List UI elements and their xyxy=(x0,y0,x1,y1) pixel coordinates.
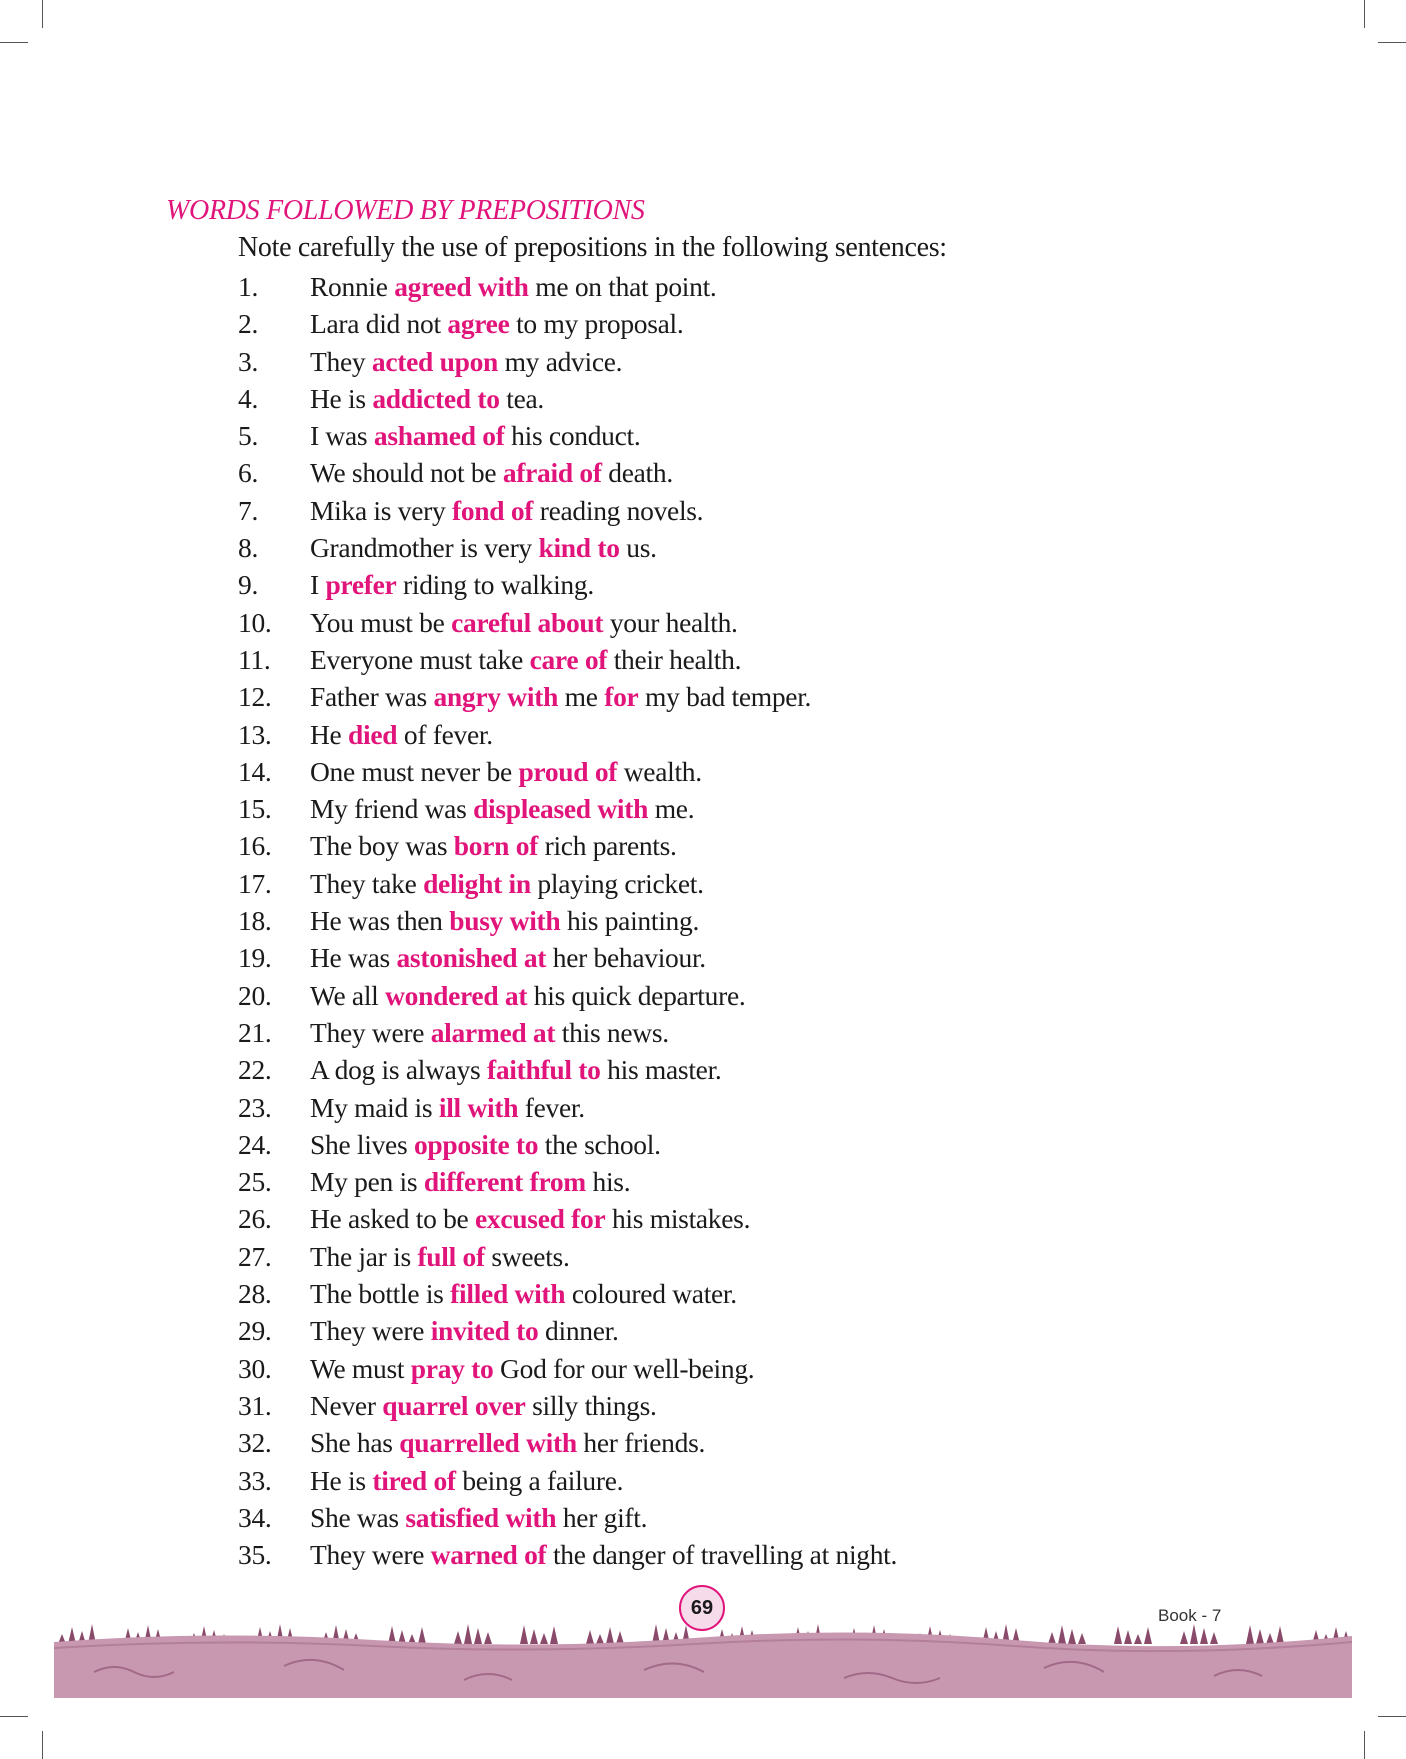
item-sentence xyxy=(310,1462,623,1499)
tree-shape xyxy=(454,1631,462,1644)
sentence-text: My friend was xyxy=(310,793,474,825)
sentence-text: her behaviour. xyxy=(546,942,706,974)
item-sentence xyxy=(310,529,657,566)
item-number: 33. xyxy=(238,1464,272,1496)
sentence-text: The bottle is xyxy=(310,1278,451,1310)
item-sentence xyxy=(310,865,704,902)
tree-shape xyxy=(1246,1625,1254,1644)
item-number: 23. xyxy=(238,1091,272,1123)
tree-shape xyxy=(1256,1629,1264,1644)
item-sentence xyxy=(310,939,706,976)
list-item xyxy=(238,566,1338,603)
crop-mark xyxy=(0,1716,28,1717)
tree-shape xyxy=(606,1627,614,1644)
preposition-phrase: prefer xyxy=(325,569,397,601)
sentence-text: me on that point. xyxy=(528,271,717,302)
item-number: 15. xyxy=(238,793,272,825)
preposition-phrase: born of xyxy=(453,830,539,862)
item-sentence xyxy=(310,492,703,529)
item-number: 20. xyxy=(238,979,272,1011)
sentence-text: fever. xyxy=(518,1091,585,1123)
sentence-text: Never xyxy=(310,1389,383,1421)
tree-shape xyxy=(1180,1631,1188,1644)
sentence-text: We must xyxy=(310,1352,411,1384)
preposition-phrase: fond of xyxy=(451,494,534,526)
preposition-phrase: warned of xyxy=(430,1539,547,1571)
item-number: 6. xyxy=(238,457,259,489)
sentence-text: She has xyxy=(310,1427,400,1459)
tree-shape xyxy=(1276,1626,1284,1644)
item-sentence xyxy=(310,1126,661,1163)
list-item xyxy=(238,1051,1338,1088)
preposition-phrase: ashamed of xyxy=(373,420,505,452)
item-sentence xyxy=(310,305,683,342)
crop-mark xyxy=(42,1731,43,1759)
item-number: 26. xyxy=(238,1203,272,1235)
item-sentence xyxy=(310,1275,737,1312)
preposition-phrase: afraid of xyxy=(502,457,602,489)
item-sentence xyxy=(310,977,745,1014)
sentence-text: Ronnie xyxy=(310,271,395,302)
sentence-text: their health. xyxy=(607,643,742,675)
item-sentence xyxy=(310,454,673,491)
tree-shape xyxy=(520,1625,528,1644)
item-sentence xyxy=(310,1312,619,1349)
sentence-text: They xyxy=(310,345,372,377)
item-sentence xyxy=(310,641,741,678)
item-sentence xyxy=(310,1089,585,1126)
list-item xyxy=(238,1089,1338,1126)
preposition-phrase: different from xyxy=(423,1166,586,1198)
sentence-text: I was xyxy=(310,420,374,452)
book-label: Book - 7 xyxy=(1158,1606,1222,1625)
sentence-text: wealth. xyxy=(617,755,702,787)
sentence-text: The jar is xyxy=(310,1240,418,1272)
tree-shape xyxy=(1114,1626,1122,1644)
sentence-text: his master. xyxy=(600,1054,722,1086)
item-number: 13. xyxy=(238,718,272,750)
item-number: 22. xyxy=(238,1054,272,1086)
item-sentence xyxy=(310,716,493,753)
sentence-text: reading novels. xyxy=(533,494,704,526)
preposition-phrase: angry with xyxy=(433,681,559,713)
item-number: 19. xyxy=(238,942,272,974)
item-number: 2. xyxy=(238,308,259,340)
list-item xyxy=(238,380,1338,417)
preposition-phrase: care of xyxy=(529,643,608,675)
preposition-phrase: quarrelled with xyxy=(399,1427,577,1459)
item-sentence xyxy=(310,1499,647,1536)
tree-shape xyxy=(1124,1630,1132,1644)
sentence-text: We all xyxy=(310,979,386,1011)
sentence-text: coloured water. xyxy=(565,1278,737,1310)
sentence-list xyxy=(238,268,1338,1573)
sentence-text: They were xyxy=(310,1016,431,1048)
item-sentence xyxy=(310,753,702,790)
item-number: 14. xyxy=(238,755,272,787)
sentence-text: My pen is xyxy=(310,1166,424,1198)
sentence-text: dinner. xyxy=(538,1315,619,1347)
sentence-text: his. xyxy=(585,1166,631,1198)
preposition-phrase: died xyxy=(348,718,398,750)
tree-shape xyxy=(1134,1634,1142,1644)
preposition-phrase: satisfied with xyxy=(405,1501,557,1533)
preposition-phrase: proud of xyxy=(518,755,618,787)
list-item xyxy=(238,865,1338,902)
item-sentence xyxy=(310,1163,630,1200)
sentence-text: Everyone must take xyxy=(310,643,530,675)
item-number: 18. xyxy=(238,905,272,937)
preposition-phrase: acted upon xyxy=(371,345,499,377)
sentence-text: my bad temper. xyxy=(638,681,812,713)
sentence-text: tea. xyxy=(499,382,544,414)
item-sentence xyxy=(310,343,622,380)
list-item xyxy=(238,1275,1338,1312)
item-sentence xyxy=(310,1350,754,1387)
list-item xyxy=(238,1462,1338,1499)
preposition-phrase: invited to xyxy=(430,1315,539,1347)
sentence-text: silly things. xyxy=(525,1389,657,1421)
crop-mark xyxy=(0,42,28,43)
item-sentence xyxy=(310,1536,897,1573)
sentence-text: You must be xyxy=(310,606,452,638)
list-item xyxy=(238,1238,1338,1275)
item-number: 16. xyxy=(238,830,272,862)
item-sentence xyxy=(310,678,811,715)
sentence-text: They were xyxy=(310,1539,431,1571)
preposition-phrase: delight in xyxy=(423,867,531,899)
sentence-text: this news. xyxy=(555,1016,669,1048)
preposition-phrase: wondered at xyxy=(385,979,528,1011)
item-sentence xyxy=(310,1238,570,1275)
list-item xyxy=(238,604,1338,641)
sentence-text: He xyxy=(310,718,349,750)
sentence-text: Mika is very xyxy=(310,494,452,526)
sentence-text: of fever. xyxy=(397,718,493,750)
page-number: 69 xyxy=(679,1585,725,1631)
crop-mark xyxy=(1378,42,1406,43)
preposition-phrase: opposite to xyxy=(413,1128,539,1160)
item-sentence xyxy=(310,1424,705,1461)
sentence-text: the danger of travelling at night. xyxy=(546,1539,898,1571)
sentence-text: Lara did not xyxy=(310,308,448,340)
preposition-phrase: faithful to xyxy=(487,1054,601,1086)
item-number: 9. xyxy=(238,569,259,601)
item-number: 27. xyxy=(238,1240,272,1272)
item-number: 32. xyxy=(238,1427,272,1459)
sentence-text: He was xyxy=(310,942,397,974)
list-item xyxy=(238,1424,1338,1461)
crop-mark xyxy=(1364,1731,1365,1759)
list-item xyxy=(238,1126,1338,1163)
sentence-text: I xyxy=(310,569,326,601)
sentence-text: A dog is always xyxy=(310,1054,487,1086)
tree-shape xyxy=(474,1628,482,1644)
sentence-text: He is xyxy=(310,382,373,414)
sentence-text: She was xyxy=(310,1501,406,1533)
item-number: 17. xyxy=(238,867,272,899)
sentence-text: God for our well-being. xyxy=(493,1352,755,1384)
preposition-phrase: agree xyxy=(447,308,510,340)
intro-text: Note carefully the use of prepositions in the following sentences: xyxy=(238,232,947,263)
sentence-text: sweets. xyxy=(484,1240,570,1272)
list-item xyxy=(238,1163,1338,1200)
preposition-phrase: quarrel over xyxy=(382,1389,526,1421)
item-sentence xyxy=(310,268,717,305)
preposition-phrase: tired of xyxy=(372,1464,456,1496)
item-number: 34. xyxy=(238,1501,272,1533)
tree-shape xyxy=(1058,1625,1066,1644)
tree-shape xyxy=(596,1634,604,1644)
sentence-text: his conduct. xyxy=(504,420,641,452)
preposition-phrase: agreed with xyxy=(394,271,529,302)
sentence-text: his painting. xyxy=(560,905,700,937)
sentence-text: my advice. xyxy=(498,345,623,377)
list-item xyxy=(238,1014,1338,1051)
item-number: 10. xyxy=(238,606,272,638)
list-item xyxy=(238,902,1338,939)
item-number: 25. xyxy=(238,1166,272,1198)
tree-shape xyxy=(1210,1632,1218,1644)
preposition-phrase: alarmed at xyxy=(430,1016,556,1048)
tree-shape xyxy=(540,1633,548,1644)
item-sentence xyxy=(310,902,699,939)
item-sentence xyxy=(310,1014,669,1051)
item-sentence xyxy=(310,827,677,864)
item-sentence xyxy=(310,566,594,603)
item-number: 29. xyxy=(238,1315,272,1347)
item-number: 3. xyxy=(238,345,259,377)
tree-shape xyxy=(1048,1632,1056,1644)
crop-mark xyxy=(1364,0,1365,28)
sentence-text: rich parents. xyxy=(538,830,677,862)
list-item xyxy=(238,454,1338,491)
sentence-text: He is xyxy=(310,1464,373,1496)
preposition-phrase: addicted to xyxy=(372,382,500,414)
sentence-text: us. xyxy=(619,532,657,564)
preposition-phrase: excused for xyxy=(475,1203,606,1235)
tree-shape xyxy=(1078,1633,1086,1644)
tree-shape xyxy=(1144,1627,1152,1644)
tree-shape xyxy=(1068,1629,1076,1644)
list-item xyxy=(238,1387,1338,1424)
item-number: 28. xyxy=(238,1278,272,1310)
list-item xyxy=(238,529,1338,566)
tree-shape xyxy=(484,1632,492,1644)
tree-shape xyxy=(1200,1628,1208,1644)
sentence-text: your health. xyxy=(603,606,738,638)
sentence-text: They take xyxy=(310,867,424,899)
sentence-text: to my proposal. xyxy=(509,308,684,340)
sentence-text: He was then xyxy=(310,905,450,937)
preposition-phrase: displeased with xyxy=(473,793,649,825)
sentence-text: She lives xyxy=(310,1128,414,1160)
sentence-text: He asked to be xyxy=(310,1203,476,1235)
list-item xyxy=(238,1312,1338,1349)
item-number: 12. xyxy=(238,681,272,713)
list-item xyxy=(238,827,1338,864)
list-item xyxy=(238,1536,1338,1573)
list-item xyxy=(238,305,1338,342)
tree-shape xyxy=(418,1627,426,1644)
item-number: 35. xyxy=(238,1539,272,1571)
sentence-text: me xyxy=(558,681,605,713)
item-sentence xyxy=(310,1387,657,1424)
item-sentence xyxy=(310,604,738,641)
tree-shape xyxy=(530,1629,538,1644)
preposition-phrase: astonished at xyxy=(396,942,547,974)
item-number: 24. xyxy=(238,1128,272,1160)
sentence-text: riding to walking. xyxy=(396,569,594,601)
preposition-phrase: full of xyxy=(417,1240,485,1272)
sentence-text: being a failure. xyxy=(455,1464,624,1496)
preposition-phrase: pray to xyxy=(410,1352,494,1384)
preposition-phrase: for xyxy=(604,681,639,713)
item-number: 21. xyxy=(238,1016,272,1048)
item-number: 1. xyxy=(238,271,259,302)
list-item xyxy=(238,1499,1338,1536)
item-number: 4. xyxy=(238,382,259,414)
list-item xyxy=(238,1200,1338,1237)
item-sentence xyxy=(310,1200,750,1237)
crop-mark xyxy=(1378,1716,1406,1717)
list-item xyxy=(238,939,1338,976)
list-item xyxy=(238,977,1338,1014)
sentence-text: me. xyxy=(648,793,695,825)
sentence-text: We should not be xyxy=(310,457,503,489)
preposition-phrase: kind to xyxy=(538,532,620,564)
sentence-text: They were xyxy=(310,1315,431,1347)
sentence-text: her friends. xyxy=(576,1427,706,1459)
list-item xyxy=(238,343,1338,380)
sentence-text: The boy was xyxy=(310,830,454,862)
item-number: 11. xyxy=(238,643,271,675)
crop-mark xyxy=(42,0,43,28)
item-sentence xyxy=(310,417,640,454)
item-number: 8. xyxy=(238,532,259,564)
item-sentence xyxy=(310,380,544,417)
sentence-text: My maid is xyxy=(310,1091,439,1123)
sentence-text: her gift. xyxy=(556,1501,648,1533)
item-number: 30. xyxy=(238,1352,272,1384)
sentence-text: playing cricket. xyxy=(530,867,704,899)
sentence-text: death. xyxy=(601,457,673,489)
list-item xyxy=(238,641,1338,678)
sentence-text: Father was xyxy=(310,681,434,713)
list-item xyxy=(238,268,1338,305)
section-heading: WORDS FOLLOWED BY PREPOSITIONS xyxy=(166,195,645,226)
item-number: 31. xyxy=(238,1389,272,1421)
tree-shape xyxy=(1190,1624,1198,1644)
list-item xyxy=(238,678,1338,715)
sentence-text: Grandmother is very xyxy=(310,532,539,564)
list-item xyxy=(238,492,1338,529)
list-item xyxy=(238,790,1338,827)
item-number: 7. xyxy=(238,494,259,526)
sentence-text: One must never be xyxy=(310,755,519,787)
tree-shape xyxy=(550,1626,558,1644)
preposition-phrase: careful about xyxy=(451,606,604,638)
tree-shape xyxy=(1266,1633,1274,1644)
sentence-text: his mistakes. xyxy=(605,1203,751,1235)
item-sentence xyxy=(310,790,694,827)
preposition-phrase: busy with xyxy=(449,905,561,937)
list-item xyxy=(238,1350,1338,1387)
tree-shape xyxy=(616,1631,624,1644)
preposition-phrase: ill with xyxy=(438,1091,519,1123)
tree-shape xyxy=(586,1630,594,1644)
sentence-text: the school. xyxy=(538,1128,661,1160)
preposition-phrase: filled with xyxy=(450,1278,566,1310)
list-item xyxy=(238,716,1338,753)
sentence-text: his quick departure. xyxy=(527,979,746,1011)
tree-shape xyxy=(464,1624,472,1644)
item-number: 5. xyxy=(238,420,259,452)
list-item xyxy=(238,417,1338,454)
item-sentence xyxy=(310,1051,721,1088)
list-item xyxy=(238,753,1338,790)
